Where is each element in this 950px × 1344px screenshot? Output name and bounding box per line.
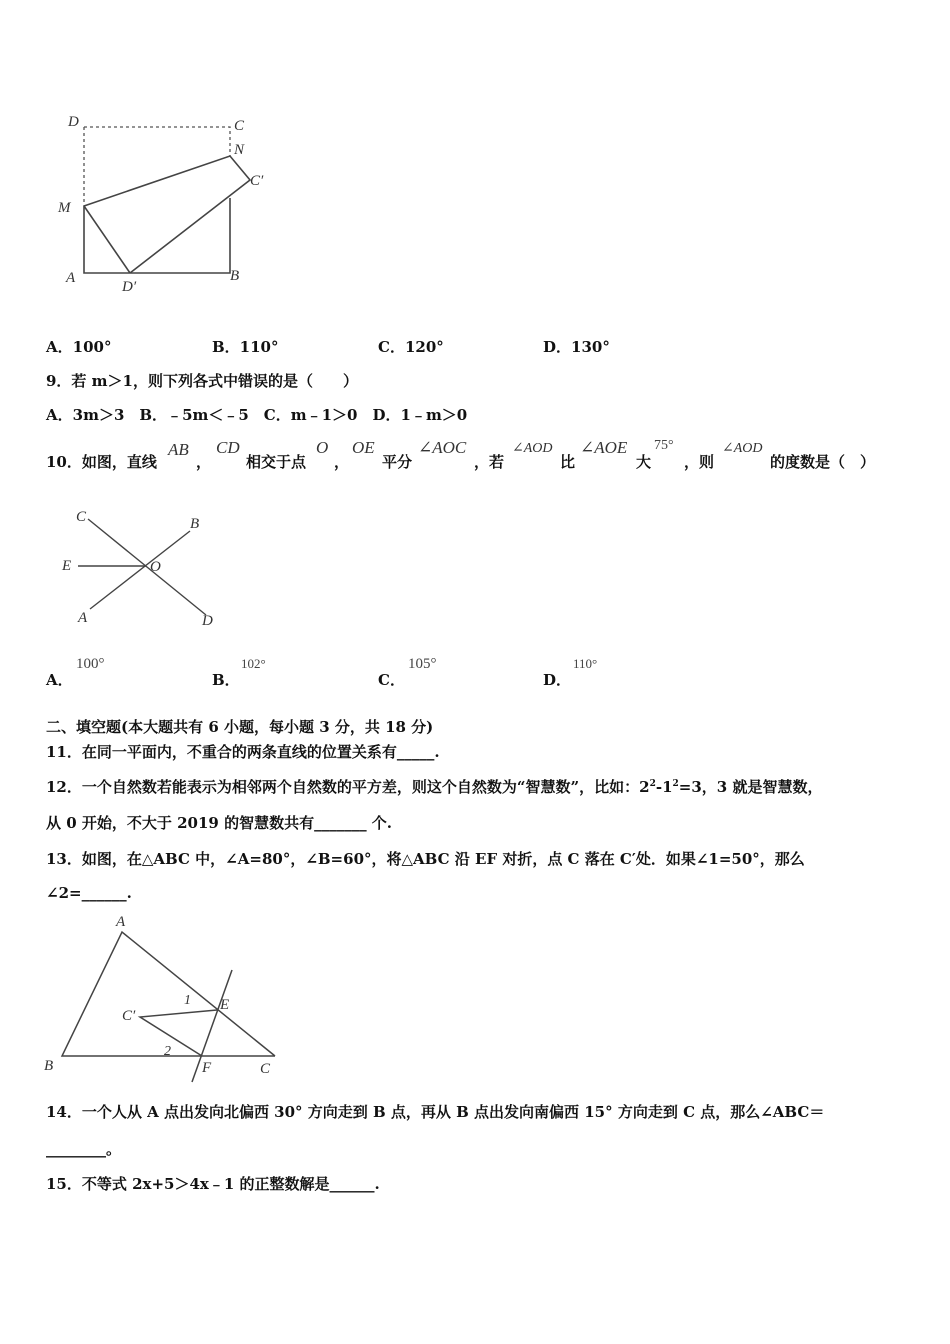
q10-math-cd: CD — [216, 438, 240, 457]
line-ef — [192, 970, 232, 1082]
folded-quadrilateral — [84, 156, 250, 273]
figure-intersecting-lines — [56, 505, 226, 635]
q9-stem: 9．若 m＞1，则下列各式中错误的是（ ） — [46, 372, 358, 390]
q10-text-3: 平分 — [382, 453, 413, 471]
q13-line2: ∠2=______. — [46, 884, 132, 902]
q10-option-c-letter[interactable]: C． — [378, 671, 405, 689]
label-c: C — [234, 118, 245, 134]
label-n: N — [234, 142, 245, 158]
q10-text-5: 比 — [560, 453, 576, 471]
label-b: B — [190, 516, 200, 532]
figure-rectangle-fold — [50, 108, 290, 298]
q10-math-o: O — [316, 438, 329, 457]
q10-text-8: 的度数是（ ） — [770, 453, 876, 471]
label-e: E — [62, 558, 72, 574]
q10-option-a-letter[interactable]: A． — [46, 671, 73, 689]
label-d: D — [68, 114, 79, 130]
q10-option-d-letter[interactable]: D． — [543, 671, 572, 689]
q12-line1-c: =3，3 就是智慧数， — [678, 778, 823, 796]
fold-segment-md — [84, 206, 130, 273]
q13-line1: 13．如图，在△ABC 中，∠A=80°，∠B=60°，将△ABC 沿 EF 对折，点 C 落在 C′处．如果∠1=50°，那么 — [46, 850, 805, 868]
q12-sup-1: 2 — [649, 779, 656, 789]
figure-triangle-fold — [40, 910, 290, 1085]
label-f: F — [202, 1060, 212, 1076]
line-cd — [88, 519, 206, 615]
label-a: A — [66, 270, 76, 286]
label-d-prime: D′ — [122, 279, 137, 295]
q10-math-aod: ∠AOD — [512, 441, 553, 456]
q10-option-c-value: 105° — [408, 656, 437, 672]
label-c: C — [76, 509, 87, 525]
q12-line1-b: -1 — [655, 778, 673, 796]
label-c-prime: C′ — [122, 1008, 136, 1024]
label-a: A — [116, 914, 126, 930]
q8-option-c[interactable]: C．120° — [378, 338, 444, 356]
label-b: B — [230, 268, 240, 284]
rectangle-solid-edges — [84, 198, 230, 273]
label-c-prime: C′ — [250, 173, 264, 189]
q10-text-1: 10．如图，直线 — [46, 453, 157, 471]
folded-segments — [140, 1010, 217, 1056]
q10-comma-1: ， — [196, 453, 212, 471]
label-angle-2: 2 — [164, 1044, 171, 1059]
q8-option-b[interactable]: B．110° — [212, 338, 279, 356]
q10-option-b-value: 102° — [241, 656, 266, 671]
label-o: O — [150, 559, 161, 575]
label-a: A — [78, 610, 88, 626]
q10-text-4: ，若 — [474, 453, 505, 471]
q10-math-aoe: ∠AOE — [580, 438, 628, 457]
q10-math-oe: OE — [352, 438, 375, 457]
q10-option-d-value: 110° — [573, 656, 598, 671]
q15-text: 15．不等式 2x+5＞4x﹣1 的正整数解是______. — [46, 1175, 380, 1193]
label-d: D — [202, 613, 213, 629]
triangle-abc — [62, 932, 275, 1056]
q10-math-aod-2: ∠AOD — [722, 441, 763, 456]
label-angle-1: 1 — [184, 993, 191, 1008]
q10-math-aoc: ∠AOC — [418, 438, 467, 457]
q10-text-2: 相交于点 — [246, 453, 307, 471]
label-b: B — [44, 1058, 54, 1074]
q10-option-b-letter[interactable]: B． — [212, 671, 240, 689]
label-c: C — [260, 1061, 271, 1077]
q10-math-75: 75° — [654, 438, 674, 453]
q14-line1: 14．一个人从 A 点出发向北偏西 30° 方向走到 B 点，再从 B 点出发向南偏西 15° 方向走到 C 点，那么∠ABC＝ — [46, 1103, 825, 1121]
q12-sup-2: 2 — [672, 779, 679, 789]
label-e: E — [220, 997, 230, 1013]
q10-math-ab: AB — [168, 440, 189, 459]
q10-option-a-value: 100° — [76, 656, 105, 672]
q8-option-d[interactable]: D．130° — [543, 338, 610, 356]
label-m: M — [58, 200, 71, 216]
dashed-original-edge — [84, 127, 230, 156]
q8-option-a[interactable]: A．100° — [46, 338, 112, 356]
q10-text-6: 大 — [636, 453, 652, 471]
q12-line1-a: 12．一个自然数若能表示为相邻两个自然数的平方差，则这个自然数为“智慧数”，比如：2 — [46, 778, 650, 796]
q10-comma-2: ， — [334, 453, 350, 471]
q10-text-7: ，则 — [684, 453, 715, 471]
q11-text: 11．在同一平面内，不重合的两条直线的位置关系有_____. — [46, 743, 440, 761]
q12-line2: 从 0 开始，不大于 2019 的智慧数共有_______ 个. — [46, 814, 393, 832]
line-ab — [90, 531, 190, 609]
q9-options: A．3m＞3 B．﹣5m＜﹣5 C．m﹣1＞0 D．1﹣m＞0 — [46, 406, 468, 424]
q12-line1 — [46, 776, 822, 797]
q14-line2: ________。 — [46, 1140, 122, 1158]
section-heading: 二、填空题(本大题共有 6 小题，每小题 3 分，共 18 分) — [46, 718, 434, 736]
